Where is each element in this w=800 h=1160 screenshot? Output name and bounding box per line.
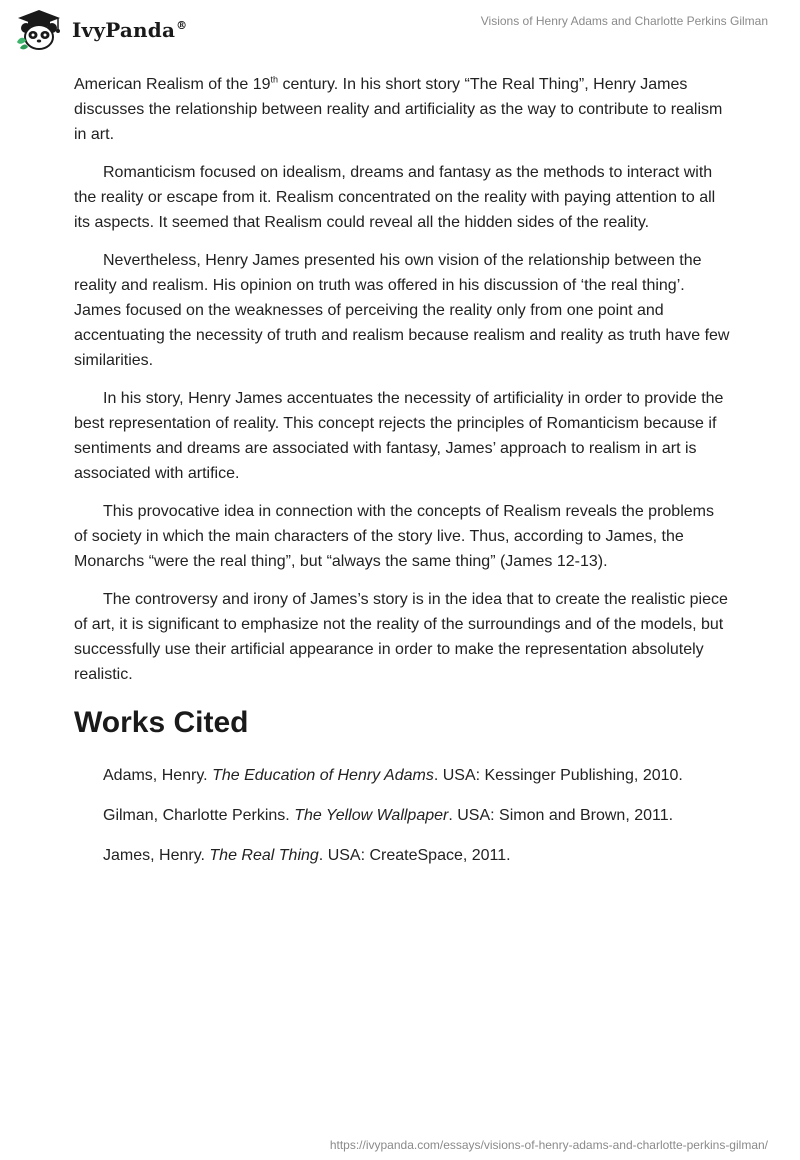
works-cited-heading: Works Cited	[74, 706, 249, 739]
source-url[interactable]: https://ivypanda.com/essays/visions-of-henry-adams-and-charlotte-perkins-gilman/	[329, 1138, 768, 1152]
citation-author: Adams, Henry.	[103, 767, 213, 784]
ivypanda-logo[interactable]	[14, 8, 187, 52]
paragraph-4: In his story, Henry James accentuates the necessity of artificiality in order to provide the best representation of reality. This concept rejects the principles of Romanticism because if sentiments and dreams are associated with fantasy, James’ approach to realism in art is associated with artifice.	[74, 390, 724, 482]
citation-title: The Education of Henry Adams	[212, 767, 434, 784]
paragraph-1-rest: century. In his short story “The Real Thing”, Henry James discusses the relationship between reality and artificiality as the way to contribute to realism in art.	[74, 76, 723, 143]
citation-title: The Yellow Wallpaper	[294, 807, 449, 824]
citation-entry	[74, 763, 730, 788]
panda-graduate-icon	[14, 8, 64, 52]
citation-entry	[74, 803, 730, 828]
paragraph-2: Romanticism focused on idealism, dreams and fantasy as the methods to interact with the reality or escape from it. Realism concentrated on the reality with paying attention to all its aspects. It seemed that Realism could reveal all the hidden sides of the reality.	[74, 164, 716, 231]
citation-publisher: . USA: Simon and Brown, 2011.	[448, 807, 674, 824]
paragraph-6: The controversy and irony of James’s story is in the idea that to create the realistic piece of art, it is significant to emphasize not the reality of the surroundings and of the models, but successfully use their artificial appearance in order to make the representation absolutely realistic.	[74, 591, 728, 683]
essay-content	[74, 72, 730, 883]
ordinal-suffix: th	[270, 74, 279, 85]
paragraph-1-start: American Realism of the 19	[74, 76, 271, 93]
citation-author: Gilman, Charlotte Perkins.	[103, 807, 295, 824]
citation-publisher: . USA: CreateSpace, 2011.	[318, 847, 511, 864]
logo-text: IvyPanda	[72, 18, 176, 42]
citation-author: James, Henry.	[103, 847, 210, 864]
registered-mark: ®	[176, 19, 188, 33]
paragraph-5: This provocative idea in connection with the concepts of Realism reveals the problems of society in which the main characters of the story live. Thus, according to James, the Monarchs “were the real thing”, but “always the same thing” (James 12-13).	[74, 503, 714, 570]
citation-publisher: . USA: Kessinger Publishing, 2010.	[433, 767, 683, 784]
paragraph-3: Nevertheless, Henry James presented his own vision of the relationship between the reality and realism. His opinion on truth was offered in his discussion of ‘the real thing’. James focused on the weaknesses of perceiving the reality only from one point and accentuating the necessity of truth and realism because realism and reality as truth have few similarities.	[74, 252, 730, 369]
page-header	[0, 0, 800, 60]
running-title: Visions of Henry Adams and Charlotte Perkins Gilman	[480, 14, 768, 28]
paragraph-1	[74, 72, 730, 147]
citation-title: The Real Thing	[209, 847, 319, 864]
logo-wordmark	[72, 18, 187, 42]
citation-entry	[74, 843, 730, 868]
